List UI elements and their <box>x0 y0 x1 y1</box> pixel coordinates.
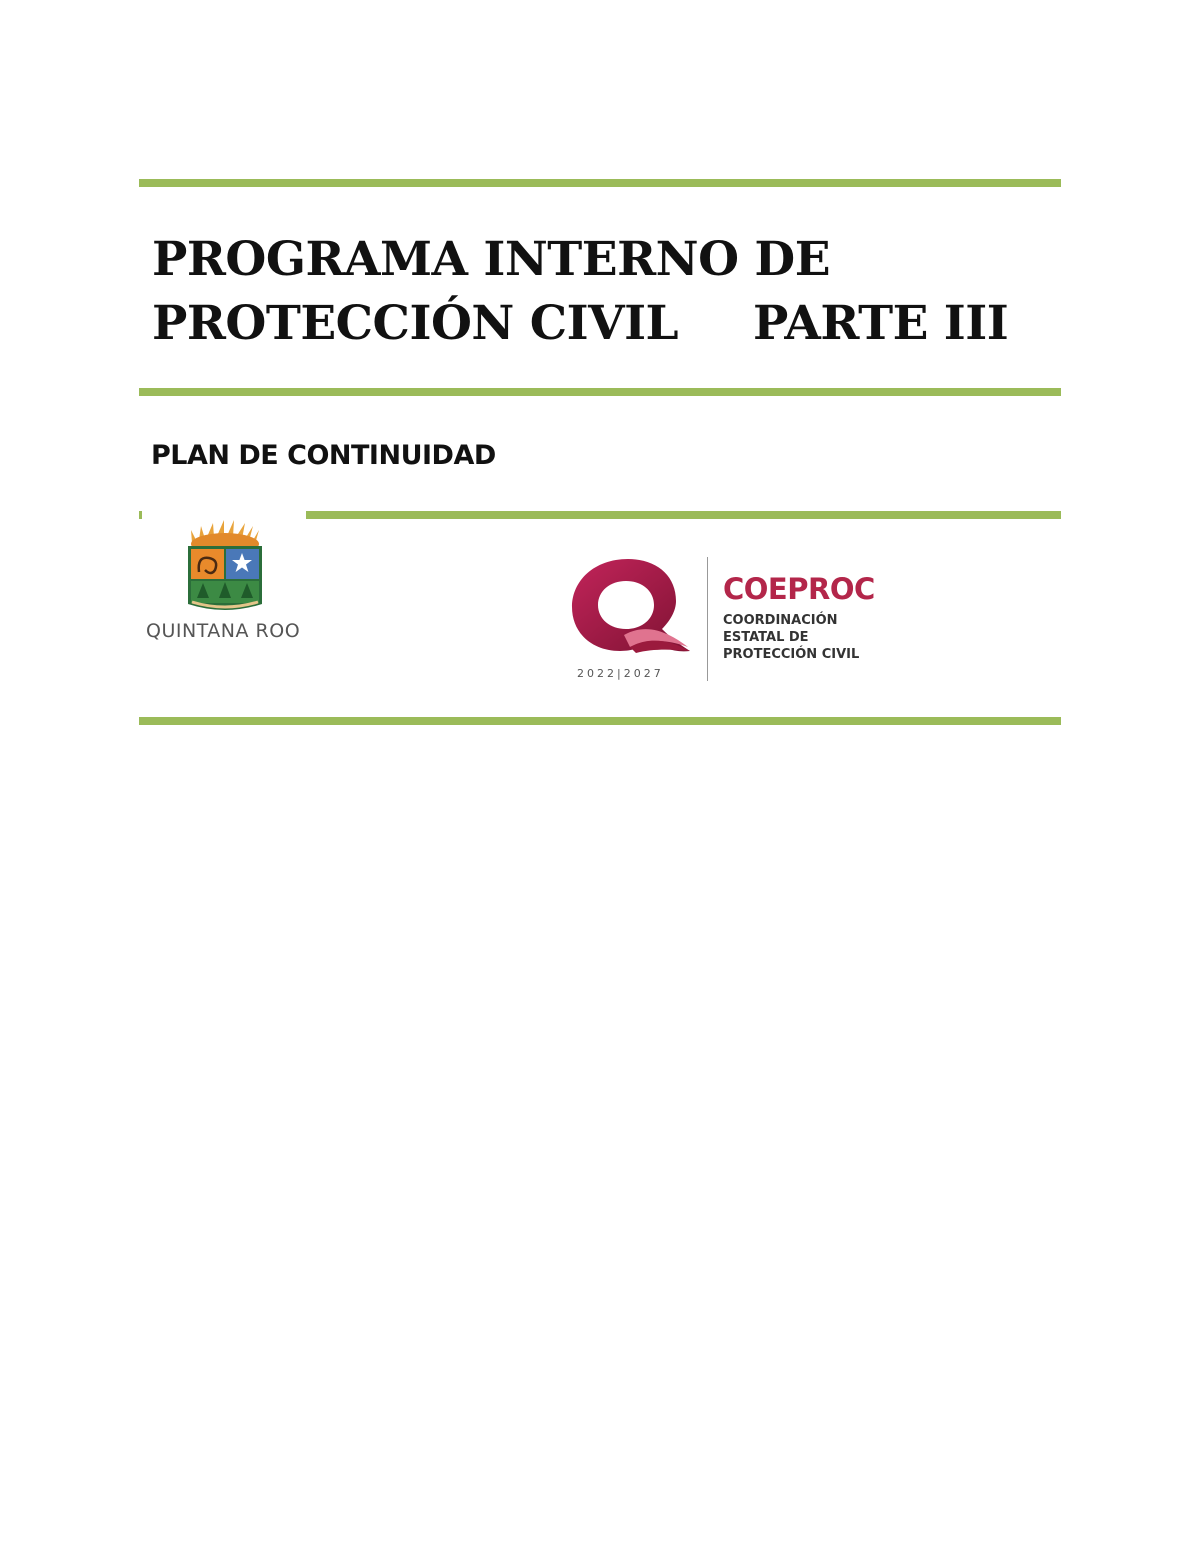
title-line-2-right: PARTE III <box>753 296 1009 351</box>
subtitle: PLAN DE CONTINUIDAD <box>151 440 496 471</box>
coeproc-line-1: COORDINACIÓN <box>723 613 838 628</box>
coeproc-line-2: ESTATAL DE <box>723 630 809 645</box>
coeproc-logo <box>570 555 910 685</box>
logo-bottom-rule <box>139 717 1061 725</box>
quintana-roo-logo <box>139 512 307 652</box>
coeproc-years: 2022|2027 <box>577 667 664 680</box>
top-rule <box>139 179 1061 187</box>
logo-top-rule <box>306 511 1061 519</box>
q-emblem-icon <box>570 555 695 665</box>
title-bottom-rule <box>139 388 1061 396</box>
title-line-1: PROGRAMA INTERNO DE <box>152 232 831 287</box>
quintana-roo-coat-of-arms-icon <box>139 512 307 620</box>
title-line-2-left: PROTECCIÓN CIVIL <box>152 296 679 351</box>
coeproc-line-3: PROTECCIÓN CIVIL <box>723 647 860 662</box>
coeproc-divider <box>707 557 708 681</box>
quintana-roo-name: QUINTANA ROO <box>146 620 301 642</box>
coeproc-acronym: COEPROC <box>723 572 875 606</box>
